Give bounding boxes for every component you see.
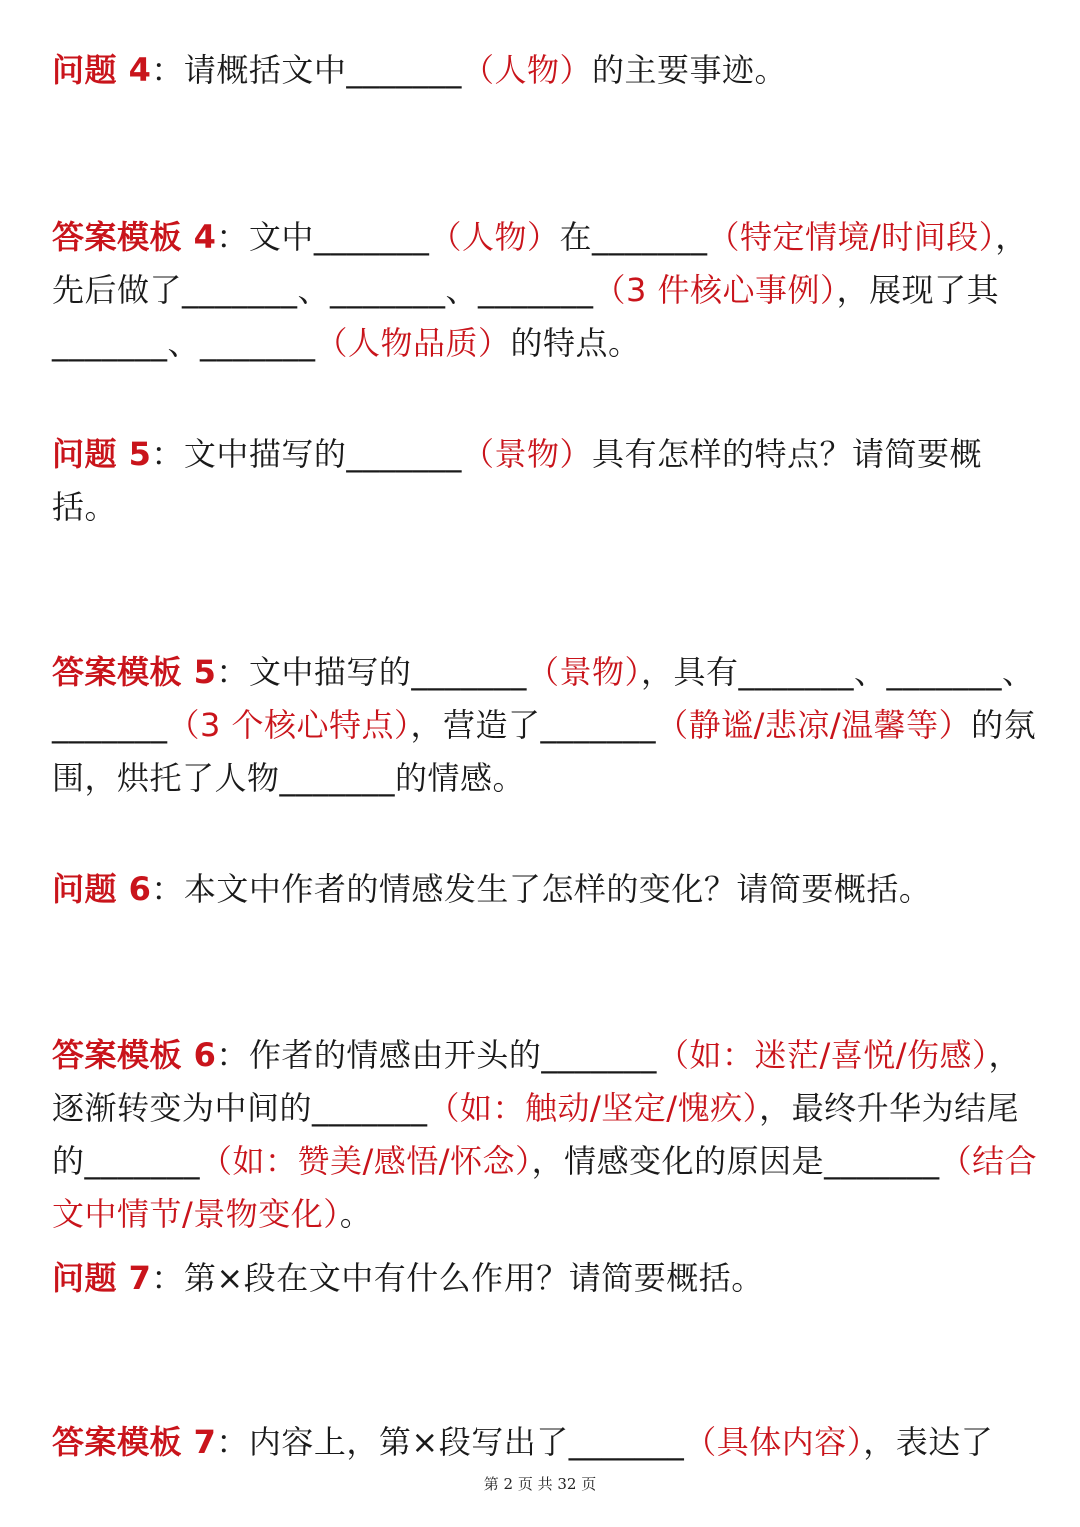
question-label: 问题 6 xyxy=(52,870,152,908)
question-label: 问题 4 xyxy=(52,51,152,89)
answer-label: 答案模板 5 xyxy=(52,653,217,691)
question-text: ：本文中作者的情感发生了怎样的变化？请简要概括。 xyxy=(151,870,932,908)
question-5 xyxy=(52,428,1042,534)
answer-template-7 xyxy=(52,1416,1042,1469)
answer-text: ：内容上，第×段写出了_______（具体内容），表达了 xyxy=(216,1423,994,1461)
question-6 xyxy=(52,863,1042,916)
question-label: 问题 7 xyxy=(52,1259,152,1297)
question-7 xyxy=(52,1252,1042,1305)
answer-template-6 xyxy=(52,1029,1042,1241)
page-number: 第 2 页 共 32 页 xyxy=(483,1475,597,1493)
answer-text: ：文中描写的_______（景物），具有_______、_______、_______（3 个核心特点），营造了_______（静谧/悲凉/温馨等）的氛围，烘托了人物_______的情感。 xyxy=(52,653,1037,797)
question-text: ：请概括文中_______（人物）的主要事迹。 xyxy=(151,51,787,89)
answer-label: 答案模板 4 xyxy=(52,218,217,256)
answer-template-5 xyxy=(52,646,1042,805)
question-label: 问题 5 xyxy=(52,435,152,473)
question-text: ：第×段在文中有什么作用？请简要概括。 xyxy=(151,1259,764,1297)
question-4 xyxy=(52,44,1042,97)
answer-label: 答案模板 7 xyxy=(52,1423,217,1461)
question-text: ：文中描写的_______（景物）具有怎样的特点？请简要概括。 xyxy=(52,435,982,526)
answer-text: ：文中_______（人物）在_______（特定情境/时间段），先后做了_______、_______、_______（3 件核心事例），展现了其_______、_______（人物品质）的特点。 xyxy=(52,218,1028,362)
answer-template-4 xyxy=(52,211,1042,370)
answer-label: 答案模板 6 xyxy=(52,1036,217,1074)
answer-text: ：作者的情感由开头的_______（如：迷茫/喜悦/伤感），逐渐转变为中间的_______（如：触动/坚定/愧疚），最终升华为结尾的_______（如：赞美/感悟/怀念），情感变化的原因是_______（结合文中情节/景物变化）。 xyxy=(52,1036,1038,1233)
